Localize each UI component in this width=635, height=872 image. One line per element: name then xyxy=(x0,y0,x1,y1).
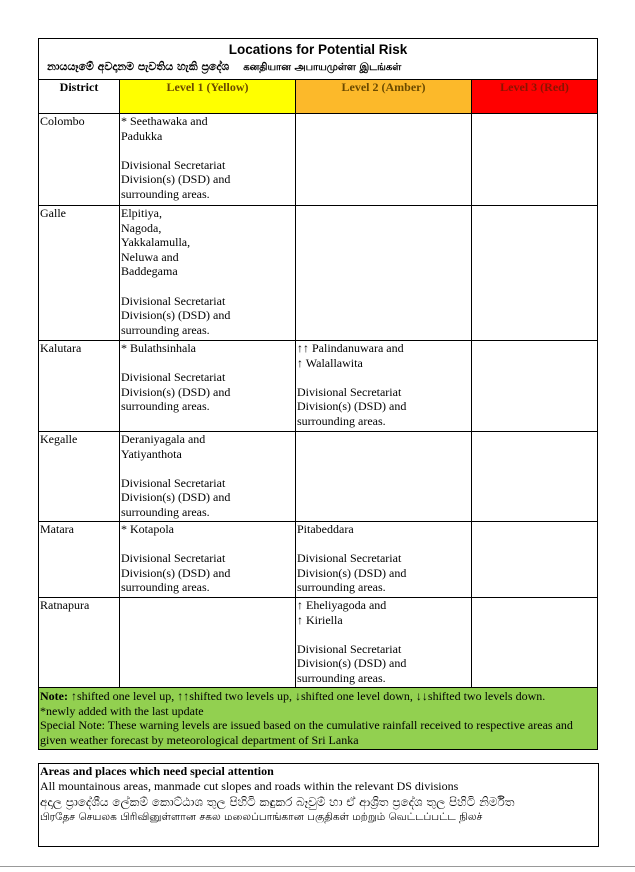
note-text: ↑shifted one level up, ↑↑shifted two levels up, ↓shifted one level down, ↓↓shifted two levels down. xyxy=(67,689,546,703)
special-attention-heading: Areas and places which need special attention xyxy=(40,764,274,779)
table-row-matara xyxy=(39,522,598,598)
district-name: Colombo xyxy=(39,114,120,206)
level1-cell: Deraniyagala and Yatiyanthota Divisional Secretariat Division(s) (DSD) and surrounding areas. xyxy=(120,432,296,522)
level2-cell xyxy=(296,432,472,522)
table-row-galle xyxy=(39,206,598,341)
level2-cell xyxy=(296,114,472,206)
landslide-risk-document xyxy=(38,38,597,847)
title-local xyxy=(41,59,595,76)
table-row-ratnapura xyxy=(39,598,598,688)
special-attention-box xyxy=(38,763,599,847)
level2-cell: Pitabeddara Divisional Secretariat Division(s) (DSD) and surrounding areas. xyxy=(296,522,472,598)
header-district: District xyxy=(39,80,120,114)
level2-cell xyxy=(296,206,472,341)
page-bottom-rule xyxy=(0,866,635,867)
title-cell xyxy=(39,39,598,80)
header-level2: Level 2 (Amber) xyxy=(296,80,472,114)
note-label: Note: xyxy=(40,689,68,703)
title-sinhala: නායයෑමේ අවදානම පැවතිය හැකි ප්‍රදේශ xyxy=(47,60,230,73)
level1-cell: * Kotapola Divisional Secretariat Division(s) (DSD) and surrounding areas. xyxy=(120,522,296,598)
district-name: Kegalle xyxy=(39,432,120,522)
note-legend xyxy=(40,689,596,704)
special-attention-sinhala: අදාල ප්‍රාදේශීය ලේකම් කොට්ඨාශ තුල පිහිටි කඳුකර බෑවුම් හා ඒ ආශ්‍රිත ප්‍රදේශ තුල පිහිටි නිර්මිත xyxy=(40,794,515,809)
table-row-colombo xyxy=(39,114,598,206)
level1-cell: * Seethawaka and Padukka Divisional Secretariat Division(s) (DSD) and surrounding areas. xyxy=(120,114,296,206)
title-tamil: கனதியான அபாயமுள்ள இடங்கள் xyxy=(243,62,402,73)
level1-cell xyxy=(120,598,296,688)
district-name: Matara xyxy=(39,522,120,598)
header-row xyxy=(39,80,598,114)
note-newly-added: *newly added with the last update xyxy=(40,703,204,718)
risk-table xyxy=(38,38,598,750)
level3-cell xyxy=(472,598,598,688)
district-name: Kalutara xyxy=(39,341,120,432)
special-attention-english: All mountainous areas, manmade cut slopes and roads within the relevant DS divisions xyxy=(40,778,459,793)
table-row-kalutara xyxy=(39,341,598,432)
district-name: Ratnapura xyxy=(39,598,120,688)
district-name: Galle xyxy=(39,206,120,341)
header-level3: Level 3 (Red) xyxy=(472,80,598,114)
header-level1: Level 1 (Yellow) xyxy=(120,80,296,114)
level3-cell xyxy=(472,432,598,522)
title-row xyxy=(39,39,598,80)
note-cell xyxy=(39,688,598,750)
level1-cell: * Bulathsinhala Divisional Secretariat Division(s) (DSD) and surrounding areas. xyxy=(120,341,296,432)
level1-cell: Elpitiya, Nagoda, Yakkalamulla, Neluwa and Baddegama Divisional Secretariat Division(s) (DSD) and surrounding areas. xyxy=(120,206,296,341)
level3-cell xyxy=(472,522,598,598)
level3-cell xyxy=(472,114,598,206)
level3-cell xyxy=(472,206,598,341)
level3-cell xyxy=(472,341,598,432)
note-special: Special Note: These warning levels are issued based on the cumulative rainfall received to respective areas and given weather forecast by meteorological department of Sri Lanka xyxy=(40,718,573,747)
title-english: Locations for Potential Risk xyxy=(228,42,408,57)
level2-cell: ↑ Eheliyagoda and ↑ Kiriella Divisional Secretariat Division(s) (DSD) and surrounding areas. xyxy=(296,598,472,688)
note-row xyxy=(39,688,598,750)
table-row-kegalle xyxy=(39,432,598,522)
special-attention-tamil: பிரதேச செயலக பிரிவினுள்ளான சகல மலைப்பாங்கான பகுதிகள் மற்றும் வெட்டப்பட்ட நிலச் xyxy=(40,810,483,823)
level2-cell: ↑↑ Palindanuwara and ↑ Walallawita Divisional Secretariat Division(s) (DSD) and surrounding areas. xyxy=(296,341,472,432)
